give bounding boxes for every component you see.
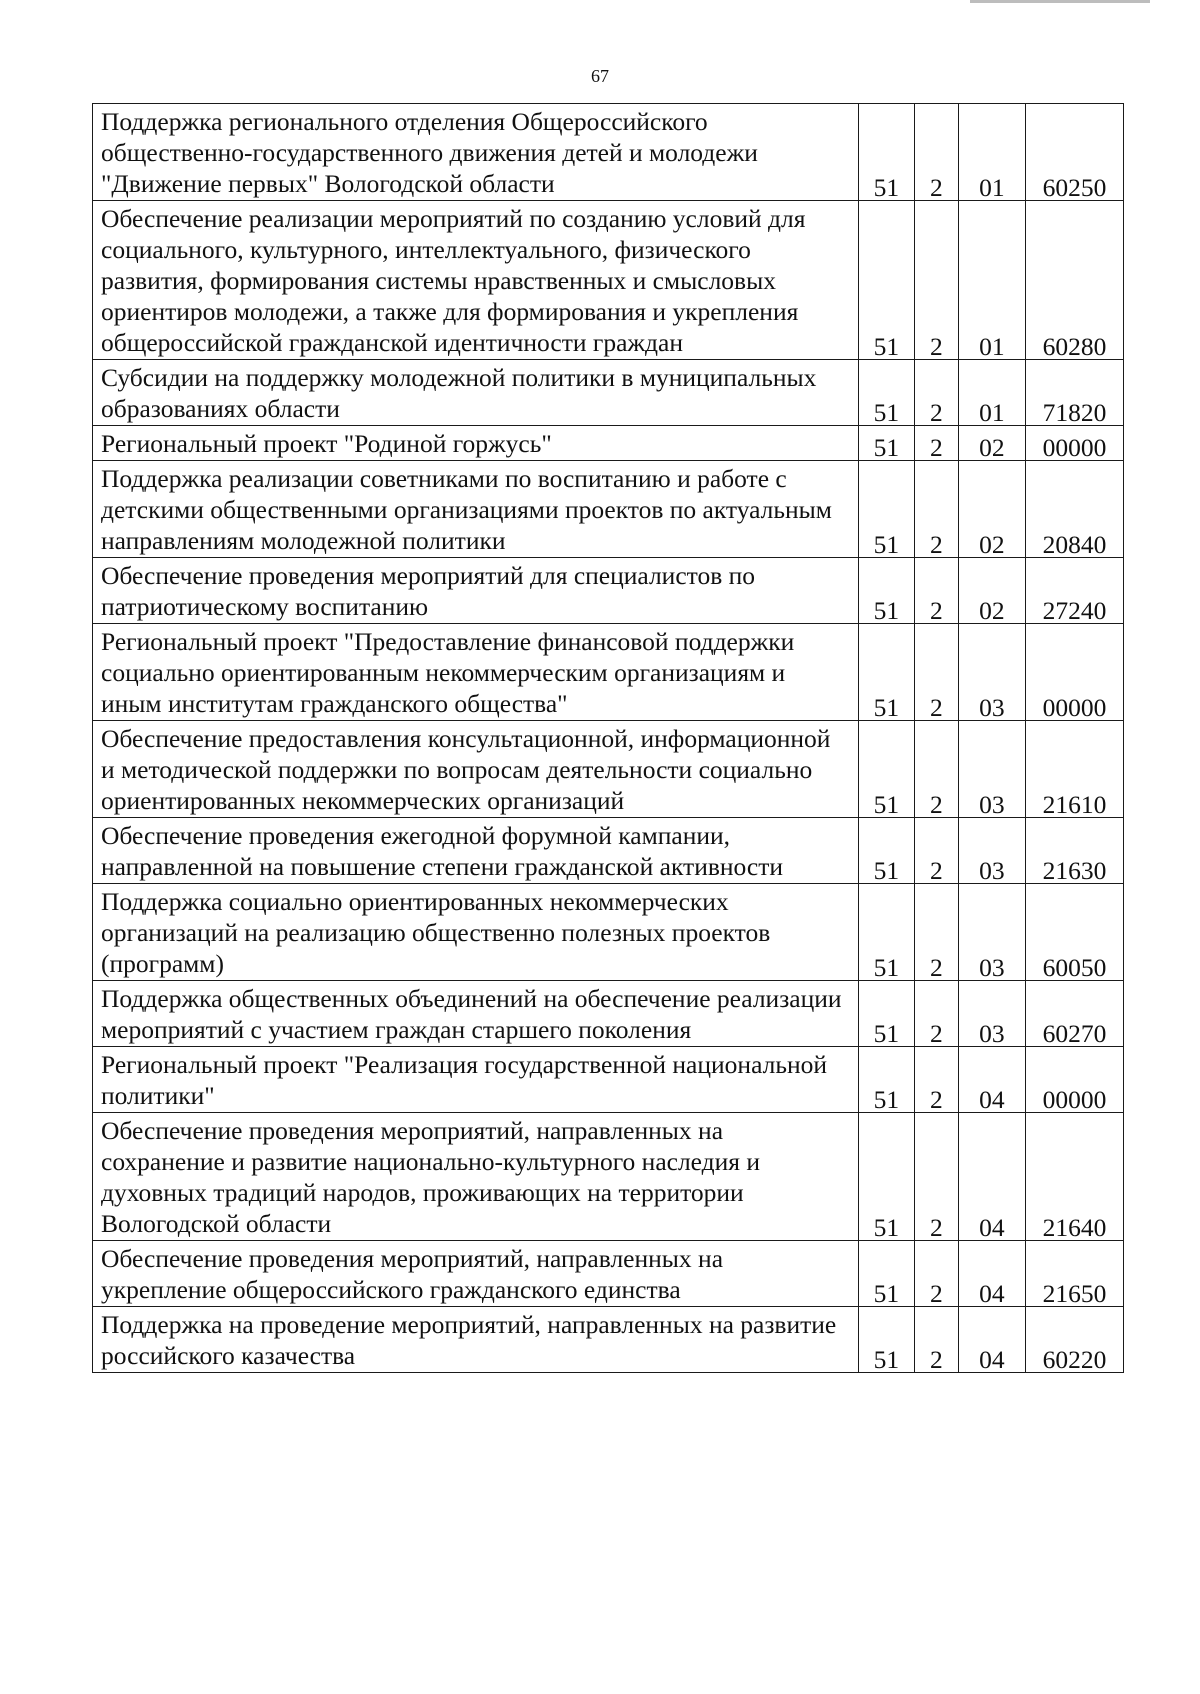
code-direction: 20840 <box>1042 530 1107 559</box>
code-program: 51 <box>873 1019 900 1048</box>
code-program: 51 <box>873 398 900 427</box>
table-row <box>93 426 1124 461</box>
row-name: Поддержка на проведение мероприятий, направленных на развитие российского казачества <box>93 1307 859 1373</box>
row-name: Обеспечение проведения ежегодной форумной кампании, направленной на повышение степени гражданской активности <box>93 818 859 884</box>
table-row <box>93 884 1124 981</box>
code-project: 04 <box>979 1213 1005 1242</box>
code-program: 51 <box>873 693 900 722</box>
code-program: 51 <box>873 596 900 625</box>
code-project: 04 <box>979 1085 1005 1114</box>
code-direction: 71820 <box>1042 398 1107 427</box>
code-project: 03 <box>979 693 1005 722</box>
code-project: 04 <box>979 1345 1005 1374</box>
table-row <box>93 104 1124 201</box>
code-program: 51 <box>873 1345 900 1374</box>
budget-classification-table <box>92 103 1124 1373</box>
table-row <box>93 360 1124 426</box>
row-name: Обеспечение предоставления консультационной, информационной и методической поддержки по вопросам деятельности социально ориентированных некоммерческих организаций <box>93 721 859 818</box>
code-direction: 21610 <box>1042 790 1107 819</box>
row-name: Обеспечение проведения мероприятий, направленных на укрепление общероссийского гражданского единства <box>93 1241 859 1307</box>
code-project: 02 <box>979 530 1005 559</box>
code-type: 2 <box>930 332 943 361</box>
code-direction: 21650 <box>1042 1279 1107 1308</box>
code-direction: 60050 <box>1042 953 1107 982</box>
code-direction: 00000 <box>1042 433 1107 462</box>
code-type: 2 <box>930 1085 943 1114</box>
code-type: 2 <box>930 433 943 462</box>
table-row <box>93 1113 1124 1241</box>
code-type: 2 <box>930 1345 943 1374</box>
code-type: 2 <box>930 530 943 559</box>
code-project: 03 <box>979 856 1005 885</box>
code-type: 2 <box>930 1279 943 1308</box>
code-program: 51 <box>873 1279 900 1308</box>
code-type: 2 <box>930 1019 943 1048</box>
code-direction: 60280 <box>1042 332 1107 361</box>
code-project: 01 <box>979 173 1005 202</box>
table-row <box>93 461 1124 558</box>
row-name: Поддержка социально ориентированных некоммерческих организаций на реализацию общественно полезных проектов (программ) <box>93 884 859 981</box>
code-direction: 00000 <box>1042 1085 1107 1114</box>
code-program: 51 <box>873 332 900 361</box>
code-program: 51 <box>873 173 900 202</box>
row-name: Обеспечение проведения мероприятий для специалистов по патриотическому воспитанию <box>93 558 859 624</box>
row-name: Поддержка регионального отделения Общероссийского общественно-государственного движения детей и молодежи "Движение первых" Вологодской области <box>93 104 859 201</box>
code-program: 51 <box>873 790 900 819</box>
code-type: 2 <box>930 953 943 982</box>
code-type: 2 <box>930 790 943 819</box>
code-direction: 00000 <box>1042 693 1107 722</box>
row-name: Обеспечение реализации мероприятий по созданию условий для социального, культурного, интеллектуального, физического развития, формирования системы нравственных и смысловых ориентиров молодежи, а также для формирования и укрепления общероссийской гражданской идентичности граждан <box>93 201 859 360</box>
table-row <box>93 201 1124 360</box>
code-program: 51 <box>873 953 900 982</box>
table-row <box>93 721 1124 818</box>
code-project: 01 <box>979 398 1005 427</box>
code-type: 2 <box>930 1213 943 1242</box>
code-project: 04 <box>979 1279 1005 1308</box>
code-type: 2 <box>930 856 943 885</box>
code-program: 51 <box>873 1213 900 1242</box>
row-name: Региональный проект "Родиной горжусь" <box>93 426 859 461</box>
code-program: 51 <box>873 433 900 462</box>
code-direction: 60270 <box>1042 1019 1107 1048</box>
table-row <box>93 1241 1124 1307</box>
row-name: Субсидии на поддержку молодежной политики в муниципальных образованиях области <box>93 360 859 426</box>
code-program: 51 <box>873 1085 900 1114</box>
code-project: 03 <box>979 953 1005 982</box>
code-type: 2 <box>930 596 943 625</box>
row-name: Обеспечение проведения мероприятий, направленных на сохранение и развитие национально-культурного наследия и духовных традиций народов, проживающих на территории Вологодской области <box>93 1113 859 1241</box>
code-project: 01 <box>979 332 1005 361</box>
code-direction: 21630 <box>1042 856 1107 885</box>
code-direction: 27240 <box>1042 596 1107 625</box>
row-name: Региональный проект "Реализация государственной национальной политики" <box>93 1047 859 1113</box>
table-row <box>93 624 1124 721</box>
code-project: 03 <box>979 1019 1005 1048</box>
code-type: 2 <box>930 398 943 427</box>
code-direction: 60250 <box>1042 173 1107 202</box>
table-row <box>93 558 1124 624</box>
code-direction: 60220 <box>1042 1345 1107 1374</box>
table-row <box>93 1307 1124 1373</box>
scan-edge-mark <box>970 0 1150 3</box>
table-row <box>93 1047 1124 1113</box>
code-program: 51 <box>873 530 900 559</box>
row-name: Региональный проект "Предоставление финансовой поддержки социально ориентированным некоммерческим организациям и иным институтам гражданского общества" <box>93 624 859 721</box>
code-project: 03 <box>979 790 1005 819</box>
table-row <box>93 818 1124 884</box>
page-number: 67 <box>591 66 609 86</box>
row-name: Поддержка общественных объединений на обеспечение реализации мероприятий с участием граждан старшего поколения <box>93 981 859 1047</box>
table-row <box>93 981 1124 1047</box>
code-project: 02 <box>979 596 1005 625</box>
code-direction: 21640 <box>1042 1213 1107 1242</box>
code-program: 51 <box>873 856 900 885</box>
code-project: 02 <box>979 433 1005 462</box>
row-name: Поддержка реализации советниками по воспитанию и работе с детскими общественными организациями проектов по актуальным направлениям молодежной политики <box>93 461 859 558</box>
code-type: 2 <box>930 173 943 202</box>
code-type: 2 <box>930 693 943 722</box>
